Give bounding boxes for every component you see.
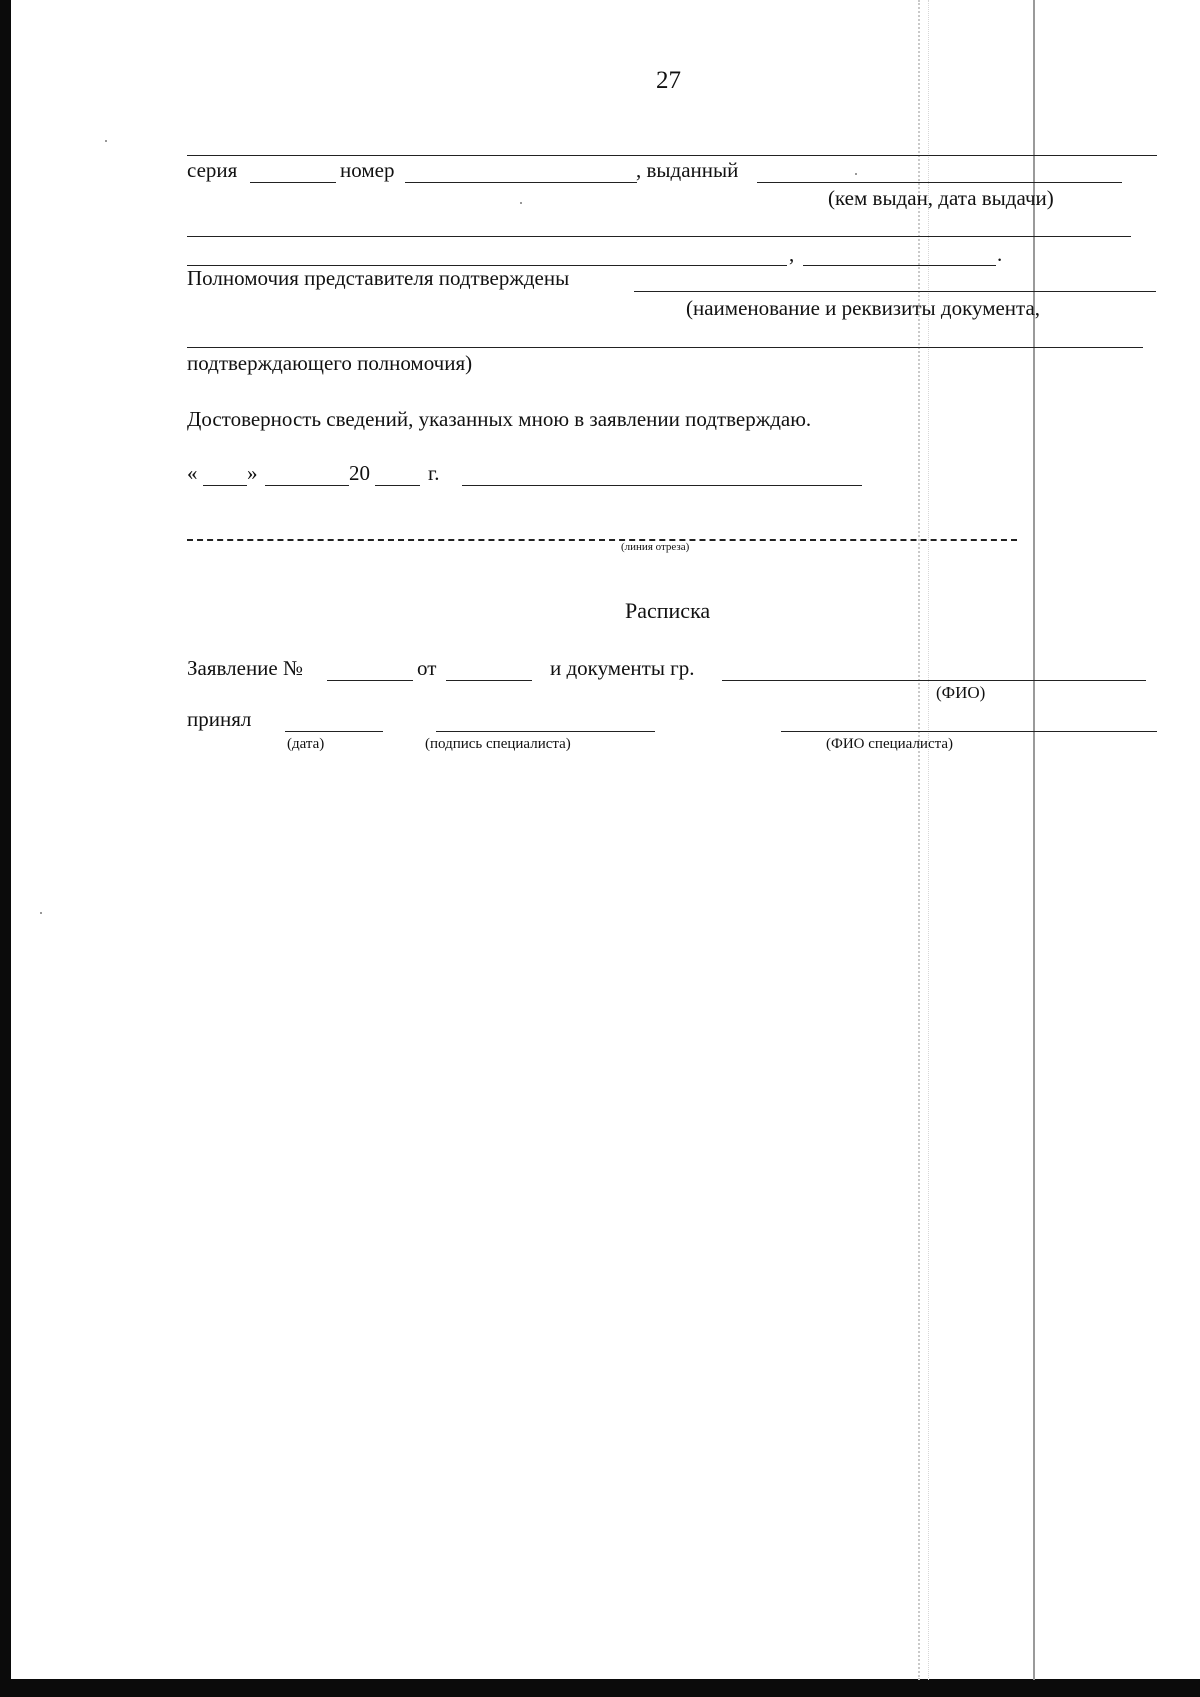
- authority-label: Полномочия представителя подтверждены: [187, 266, 570, 290]
- period-mark: .: [997, 242, 1003, 266]
- blank-line[interactable]: [187, 236, 1131, 237]
- number-field[interactable]: [405, 182, 637, 183]
- confirmation-text: Достоверность сведений, указанных мною в заявлении подтверждаю.: [187, 407, 812, 431]
- application-date-field[interactable]: [446, 680, 532, 681]
- application-label: Заявление №: [187, 656, 304, 680]
- scan-left-edge: [0, 0, 11, 1697]
- year-suffix: г.: [428, 461, 440, 485]
- issued-label: , выданный: [636, 158, 739, 182]
- date-close-quote: »: [247, 461, 258, 485]
- blank-line-short[interactable]: [803, 265, 996, 266]
- scan-fold-line: [918, 0, 920, 1680]
- cut-line-label: (линия отреза): [621, 541, 690, 553]
- authority-caption-continued: подтверждающего полномочия): [187, 351, 473, 375]
- from-label: от: [417, 656, 437, 680]
- year-field[interactable]: [375, 485, 420, 486]
- authority-caption: (наименование и реквизиты документа,: [686, 296, 1041, 320]
- scan-speck: [520, 202, 522, 204]
- citizen-fio-field[interactable]: [722, 680, 1146, 681]
- authority-field-continued[interactable]: [187, 347, 1143, 348]
- documents-label: и документы гр.: [550, 656, 695, 680]
- receipt-title: Расписка: [625, 598, 711, 623]
- scan-fold-line-secondary: [928, 0, 929, 1680]
- application-number-field[interactable]: [327, 680, 413, 681]
- date-open-quote: «: [187, 461, 198, 485]
- signature-caption: (подпись специалиста): [425, 736, 571, 752]
- date-caption: (дата): [287, 736, 325, 752]
- signature-field[interactable]: [462, 485, 862, 486]
- cut-line: [187, 539, 1017, 541]
- year-prefix: 20: [349, 461, 370, 485]
- month-field[interactable]: [265, 485, 349, 486]
- scan-vertical-line: [1033, 0, 1035, 1680]
- authority-field[interactable]: [634, 291, 1156, 292]
- series-field[interactable]: [250, 182, 336, 183]
- accepted-date-field[interactable]: [285, 731, 383, 732]
- specialist-signature-field[interactable]: [436, 731, 655, 732]
- scan-speck: [40, 912, 42, 914]
- day-field[interactable]: [203, 485, 247, 486]
- blank-line[interactable]: [187, 155, 1157, 156]
- comma-mark: ,: [789, 242, 795, 266]
- issued-caption: (кем выдан, дата выдачи): [828, 186, 1054, 210]
- page-number: 27: [656, 67, 681, 94]
- issued-by-field[interactable]: [757, 182, 1122, 183]
- accepted-label: принял: [187, 707, 252, 731]
- scan-bottom-edge: [0, 1679, 1200, 1697]
- specialist-fio-caption: (ФИО специалиста): [826, 736, 954, 752]
- scan-speck: [105, 140, 107, 142]
- series-label: серия: [187, 158, 238, 182]
- number-label: номер: [340, 158, 395, 182]
- specialist-fio-field[interactable]: [781, 731, 1157, 732]
- scan-speck: [855, 173, 857, 175]
- fio-caption: (ФИО): [936, 683, 986, 702]
